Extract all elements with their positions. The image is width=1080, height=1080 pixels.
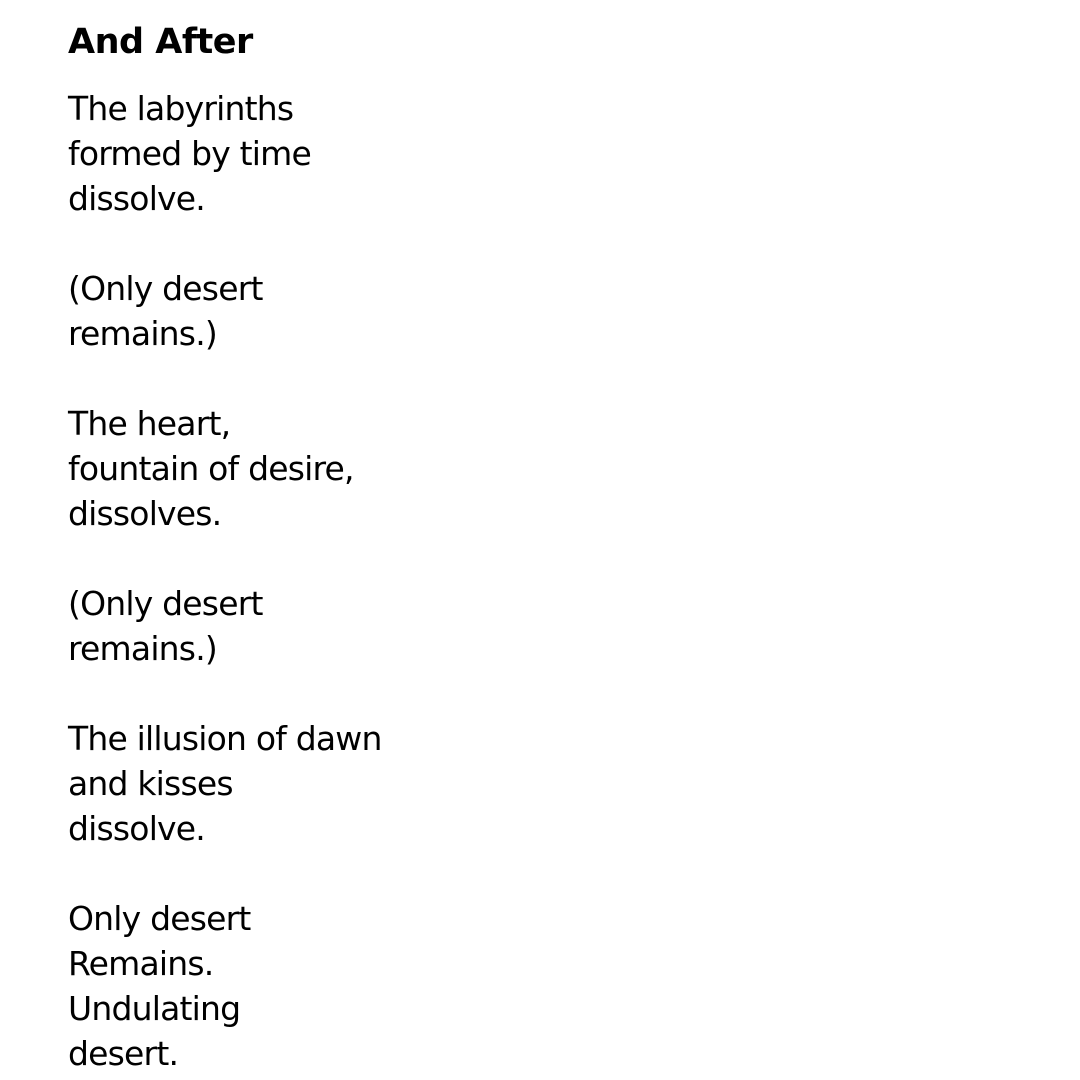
stanza-1 xyxy=(68,86,968,221)
poem-line: dissolve. xyxy=(68,809,205,848)
poem-line: remains.) xyxy=(68,314,217,353)
poem-line: The heart, xyxy=(68,404,231,443)
poem-line: The illusion of dawn xyxy=(68,719,382,758)
poem-line: The labyrinths xyxy=(68,89,294,128)
stanza-5 xyxy=(68,716,968,851)
poem-line: desert. xyxy=(68,1034,179,1073)
poem-line: (Only desert xyxy=(68,584,263,623)
poem-line: (Only desert xyxy=(68,269,263,308)
poem-line: fountain of desire, xyxy=(68,449,354,488)
poem-line: Only desert xyxy=(68,899,251,938)
poem-line: Remains. xyxy=(68,944,214,983)
poem-line: dissolve. xyxy=(68,179,205,218)
poem-title: And After xyxy=(68,22,253,62)
stanza-6 xyxy=(68,896,968,1076)
poem-line: formed by time xyxy=(68,134,312,173)
poem-line: remains.) xyxy=(68,629,217,668)
poem-line: Undulating xyxy=(68,989,241,1028)
poem-line: and kisses xyxy=(68,764,233,803)
poem-body xyxy=(68,86,968,1076)
poem xyxy=(68,18,968,1076)
poem-line: dissolves. xyxy=(68,494,222,533)
stanza-3 xyxy=(68,401,968,536)
stanza-4 xyxy=(68,581,968,671)
stanza-2 xyxy=(68,266,968,356)
